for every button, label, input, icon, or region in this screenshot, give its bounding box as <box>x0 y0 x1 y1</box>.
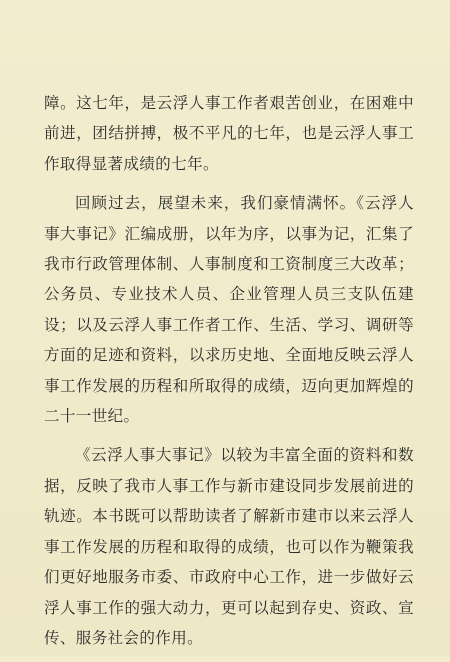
body-text <box>44 88 414 662</box>
paragraph-continuation: 障。这七年，是云浮人事工作者艰苦创业，在困难中前进，团结拼搏，极不平凡的七年，也是云浮人事工作取得显著成绩的七年。 <box>44 94 414 173</box>
paragraph-book-purpose: 《云浮人事大事记》以较为丰富全面的资料和数据，反映了我市人事工作与新市建设同步发展前进的轨迹。本书既可以帮助读者了解新市建市以来云浮人事工作发展的历程和取得的成绩，也可以作为鞭策我们更好地服务市委、市政府中心工作，进一步做好云浮人事工作的强大动力，更可以起到存史、资政、宣传、服务社会的作用。 <box>44 446 414 647</box>
paragraph-review: 回顾过去，展望未来，我们豪情满怀。《云浮人事大事记》汇编成册，以年为序，以事为记，汇集了我市行政管理体制、人事制度和工资制度三大改革；公务员、专业技术人员、企业管理人员三支队伍建设；以及云浮人事工作者工作、生活、学习、调研等方面的足迹和资料，以求历史地、全面地反映云浮人事工作发展的历程和所取得的成绩，迈向更加辉煌的二十一世纪。 <box>44 194 414 426</box>
